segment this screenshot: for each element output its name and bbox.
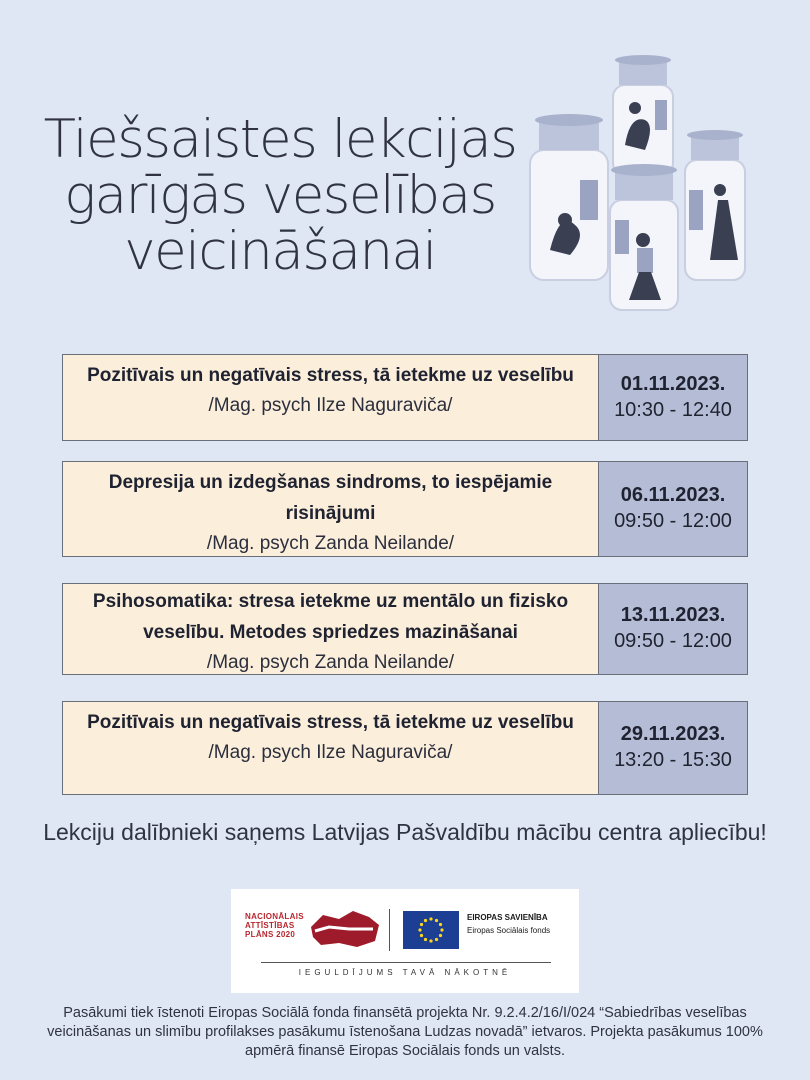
eu-subtitle: Eiropas Sociālais fonds — [467, 926, 551, 935]
lecture-row-3 — [62, 583, 748, 675]
lecture-topic: Psihosomatika: stresa ietekme uz mentālo un fizisko veselību. Metodes spriedzes mazināšanai — [92, 591, 569, 643]
lecture-lecturer: /Mag. psych Ilze Naguraviča/ — [208, 395, 453, 416]
logo-divider — [389, 909, 390, 951]
nap-line-3: PLĀNS 2020 — [245, 930, 296, 939]
funding-logos — [231, 889, 579, 993]
lecture-lecturer: /Mag. psych Zanda Neilande/ — [206, 652, 455, 673]
jars-illustration — [525, 50, 775, 320]
lecture-schedule — [599, 462, 747, 556]
lecture-info — [63, 584, 599, 674]
jar-top — [613, 55, 673, 175]
lecture-row-1 — [62, 354, 748, 441]
lecture-date: 29.11.2023. — [620, 723, 726, 745]
footer-text: Pasākumi tiek īstenoti Eiropas Sociālā fonda finansētā projekta Nr. 9.2.4.2/16/I/024 “Sabiedrības veselības veicināšanas un slimību profilakses pasākumu īstenošana Ludzas novadā” ietvaros. Projekta pasākumus 100% apmērā finansē Eiropas Sociālais fonds un valsts. — [47, 1005, 763, 1059]
motto: IEGULDĪJUMS TAVĀ NĀKOTNĒ — [298, 968, 512, 977]
nap-line-2: ATTĪSTĪBAS — [245, 921, 295, 930]
lecture-info — [63, 702, 599, 794]
title-line-1: Tiešsaistes lekcijas — [43, 109, 517, 170]
lecture-schedule — [599, 355, 747, 440]
page-title — [30, 109, 530, 282]
lecture-lecturer: /Mag. psych Zanda Neilande/ — [206, 533, 455, 554]
logo-rule — [261, 962, 551, 963]
lecture-time: 10:30 - 12:40 — [614, 398, 732, 421]
lecture-row-4 — [62, 701, 748, 795]
lecture-date: 06.11.2023. — [620, 484, 726, 506]
eu-flag-icon — [403, 911, 459, 949]
lecture-schedule — [599, 702, 747, 794]
lecture-date: 01.11.2023. — [620, 372, 726, 395]
lecture-topic: Depresija un izdegšanas sindroms, to iespējamie risinājumi — [108, 472, 553, 524]
title-line-2: garīgās veselības — [64, 165, 496, 226]
jar-right — [685, 130, 745, 280]
lecture-topic: Pozitīvais un negatīvais stress, tā ietekme uz veselību — [87, 712, 574, 733]
lecture-topic: Pozitīvais un negatīvais stress, tā ietekme uz veselību — [87, 365, 574, 386]
lecture-info — [63, 462, 599, 556]
lecture-info — [63, 355, 599, 440]
lecture-lecturer: /Mag. psych Ilze Naguraviča/ — [208, 742, 453, 763]
latvia-map-icon — [309, 907, 381, 951]
lecture-schedule — [599, 584, 747, 674]
nap-line-1: NACIONĀLAIS — [245, 912, 304, 921]
jar-left — [530, 114, 608, 280]
lecture-time: 13:20 - 15:30 — [614, 749, 732, 771]
nap-logo-text — [245, 912, 304, 939]
lecture-time: 09:50 - 12:00 — [614, 510, 732, 532]
certificate-notice: Lekciju dalībnieki saņems Latvijas Pašvaldību mācību centra apliecību! — [43, 819, 767, 845]
jar-middle — [610, 164, 678, 310]
lecture-time: 09:50 - 12:00 — [614, 630, 732, 652]
lecture-row-2 — [62, 461, 748, 557]
eu-title: EIROPAS SAVIENĪBA — [467, 913, 548, 922]
title-line-3: veicināšanai — [124, 221, 436, 282]
lecture-date: 13.11.2023. — [620, 604, 726, 626]
